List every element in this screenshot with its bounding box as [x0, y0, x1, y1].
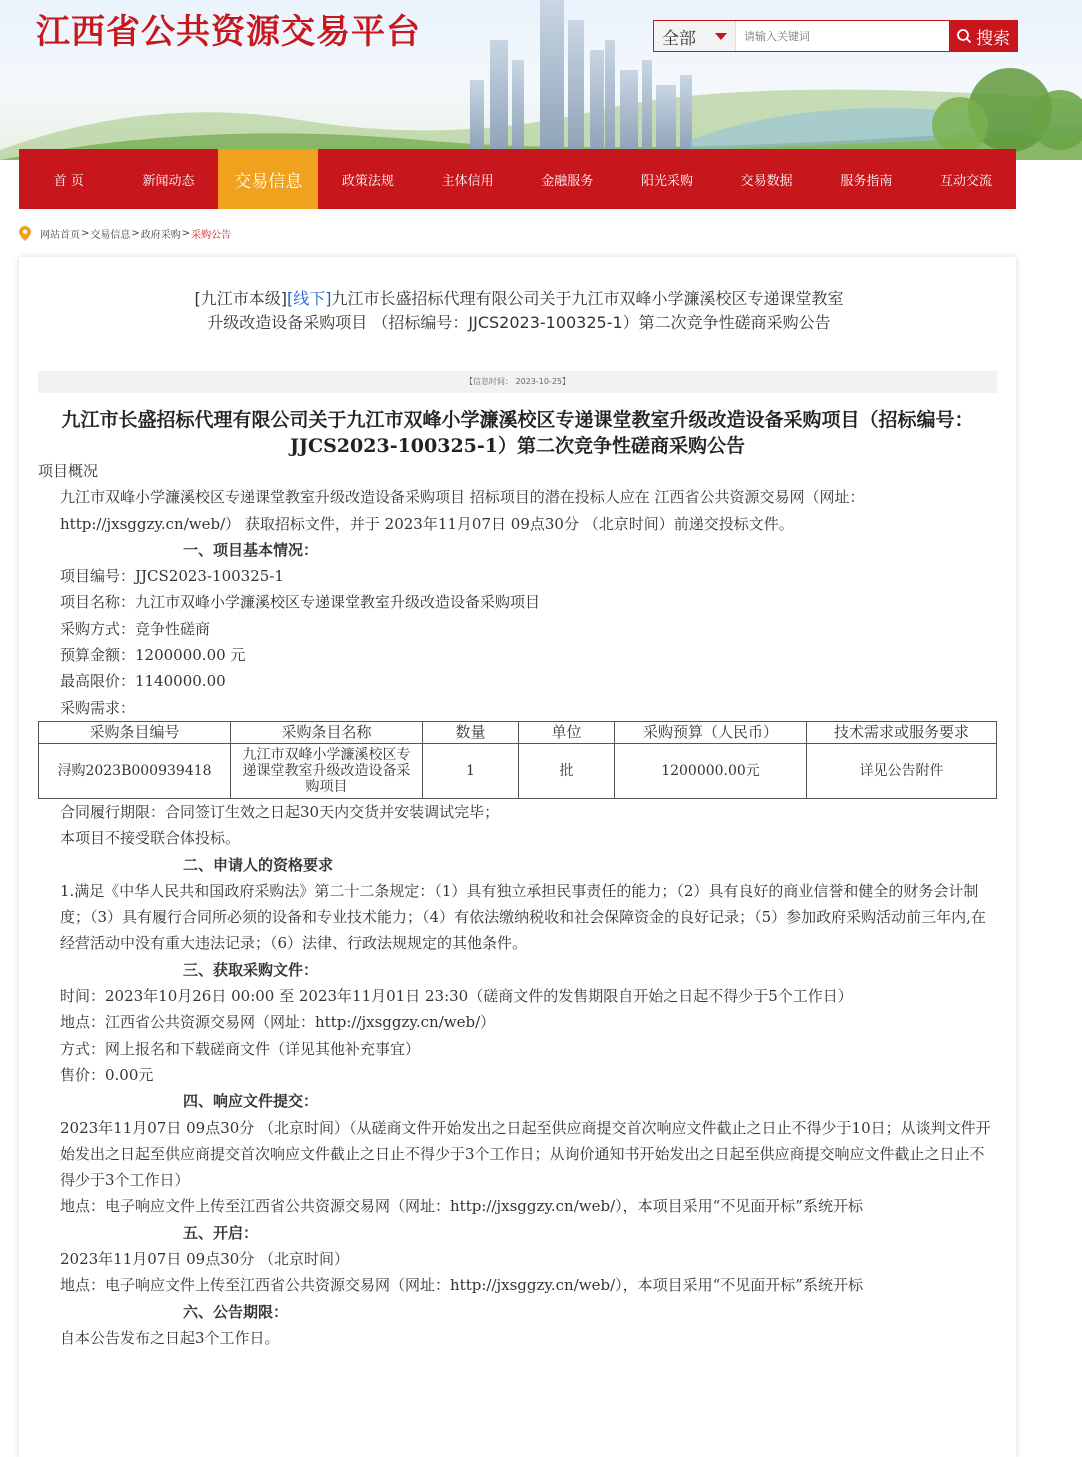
search-icon: [956, 28, 972, 44]
nav-item-home[interactable]: 首 页: [53, 173, 84, 189]
title-offline-tag: [线下]: [286, 289, 332, 308]
nav-item-finance[interactable]: 金融服务: [541, 173, 594, 189]
caret-down-icon: [715, 33, 727, 40]
search-button-label: 搜索: [976, 28, 1010, 49]
opening-place: 地点：电子响应文件上传至江西省公共资源交易网（网址：http://jxsggzy.cn/web/），本项目采用“不见面开标”系统开标: [60, 1276, 863, 1295]
nav-item-service-guide[interactable]: 服务指南: [840, 173, 893, 189]
table-cell: 批: [519, 743, 615, 798]
info-time: 【信息时间： 2023-10-25】: [38, 371, 997, 393]
breadcrumb-trade-info[interactable]: 交易信息: [90, 229, 131, 241]
table-cell: 1: [423, 743, 519, 798]
document-title: 九江市长盛招标代理有限公司关于九江市双峰小学濂溪校区专递课堂教室升级改造设备采购项目（招标编号：JJCS2023-100325-1）第二次竞争性磋商采购公告: [61, 409, 974, 457]
section-1-title: 一、项目基本情况：: [183, 540, 319, 559]
section-5-title: 五、开启：: [183, 1223, 259, 1242]
requirement-table: [38, 721, 997, 799]
overview-text: 九江市双峰小学濂溪校区专递课堂教室升级改造设备采购项目 招标项目的潜在投标人应在 江西省公共资源交易网（网址：http://jxsggzy.cn/web/） 获取招标文件，并于 2023年11月07日 09点30分 （北京时间）前递交投标文件。: [60, 488, 865, 533]
obtain-price: 售价：0.00元: [60, 1065, 154, 1084]
table-header: 单位: [519, 721, 615, 743]
search-button[interactable]: [949, 21, 1017, 51]
search-scope-select[interactable]: [654, 21, 736, 51]
table-cell: 详见公告附件: [807, 743, 997, 798]
notice-period: 自本公告发布之日起3个工作日。: [60, 1328, 280, 1347]
search-scope-value: 全部: [662, 28, 696, 49]
project-number: 项目编号：JJCS2023-100325-1: [60, 567, 284, 586]
consortium-note: 本项目不接受联合体投标。: [60, 829, 241, 848]
table-header: 技术需求或服务要求: [807, 721, 997, 743]
section-4-title: 四、响应文件提交：: [183, 1092, 319, 1111]
max-price: 最高限价：1140000.00: [60, 672, 226, 691]
purchase-requirement-label: 采购需求：: [60, 698, 136, 717]
nav-item-policy[interactable]: 政策法规: [341, 173, 394, 189]
budget-amount: 预算金额：1200000.00 元: [60, 646, 246, 665]
table-header: 采购条目编号: [39, 721, 231, 743]
overview-label: 项目概况: [38, 462, 99, 480]
section-6-title: 六、公告期限：: [183, 1302, 289, 1321]
nav-item-credit[interactable]: 主体信用: [441, 173, 494, 189]
contract-period: 合同履行期限：合同签订生效之日起30天内交货并安装调试完毕；: [60, 802, 500, 821]
opening-time: 2023年11月07日 09点30分 （北京时间）: [60, 1250, 350, 1269]
breadcrumb: 网站首页 > 交易信息 > 政府采购 > 采购公告: [19, 224, 231, 242]
purchase-method: 采购方式：竞争性磋商: [60, 619, 211, 638]
qualification-text: 1.满足《中华人民共和国政府采购法》第二十二条规定：（1）具有独立承担民事责任的能力；（2）具有良好的商业信誉和健全的财务会计制度；（3）具有履行合同所必须的设备和专业技术能力；（4）有依法缴纳税收和社会保障资金的良好记录；（5）参加政府采购活动前三年内,在经营活动中没有重大违法记录；（6）法律、行政法规规定的其他条件。: [60, 881, 986, 953]
table-header: 数量: [423, 721, 519, 743]
header-banner: [0, 0, 1082, 160]
location-pin-icon: [19, 226, 31, 241]
table-header-row: [39, 721, 997, 743]
table-header: 采购预算（人民币）: [615, 721, 807, 743]
breadcrumb-home[interactable]: 网站首页: [40, 229, 80, 241]
nav-item-interaction[interactable]: 互动交流: [940, 173, 993, 189]
article-panel: [19, 257, 1016, 1457]
nav-item-news[interactable]: 新闻动态: [142, 173, 195, 189]
document-body: [38, 458, 997, 1351]
table-cell: 九江市双峰小学濂溪校区专递课堂教室升级改造设备采购项目: [231, 743, 423, 798]
obtain-place: 地点：江西省公共资源交易网（网址：http://jxsggzy.cn/web/）: [60, 1013, 496, 1032]
nav-item-trade-info[interactable]: 交易信息: [218, 149, 318, 209]
title-region-tag: [九江市本级]: [194, 289, 287, 308]
section-3-title: 三、获取采购文件：: [183, 960, 319, 979]
table-cell: 1200000.00元: [615, 743, 807, 798]
breadcrumb-gov-purchase[interactable]: 政府采购: [140, 229, 181, 241]
search-input[interactable]: [736, 21, 949, 51]
obtain-method: 方式：网上报名和下载磋商文件（详见其他补充事宜）: [60, 1039, 421, 1058]
nav-item-sunshine-purchase[interactable]: 阳光采购: [640, 173, 693, 189]
main-nav: [19, 149, 1016, 209]
obtain-time: 时间：2023年10月26日 00:00 至 2023年11月01日 23:30（磋商文件的发售期限自开始之日起不得少于5个工作日）: [60, 987, 853, 1006]
submission-place: 地点：电子响应文件上传至江西省公共资源交易网（网址：http://jxsggzy.cn/web/），本项目采用“不见面开标”系统开标: [60, 1197, 863, 1216]
table-row: [39, 743, 997, 798]
breadcrumb-current[interactable]: 采购公告: [191, 229, 232, 241]
nav-item-trade-data[interactable]: 交易数据: [740, 173, 793, 189]
site-title[interactable]: 江西省公共资源交易平台: [36, 12, 421, 52]
project-name: 项目名称：九江市双峰小学濂溪校区专递课堂教室升级改造设备采购项目: [60, 593, 541, 612]
table-header: 采购条目名称: [231, 721, 423, 743]
search-bar: [653, 20, 1018, 52]
title-text: 九江市长盛招标代理有限公司关于九江市双峰小学濂溪校区专递课堂教室升级改造设备采购项目 （招标编号：JJCS2023-100325-1）第二次竞争性磋商采购公告: [207, 289, 844, 332]
table-cell: 浔购2023B000939418: [39, 743, 231, 798]
section-2-title: 二、申请人的资格要求: [183, 855, 334, 874]
page-title: [189, 287, 849, 335]
submission-deadline: 2023年11月07日 09点30分 （北京时间）（从磋商文件开始发出之日起至供应商提交首次响应文件截止之日止不得少于10日；从谈判文件开始发出之日起至供应商提交首次响应文件截止之日止不得少于3个工作日；从询价通知书开始发出之日起至供应商提交响应文件截止之日止不得少于3个工作日）: [60, 1118, 991, 1190]
